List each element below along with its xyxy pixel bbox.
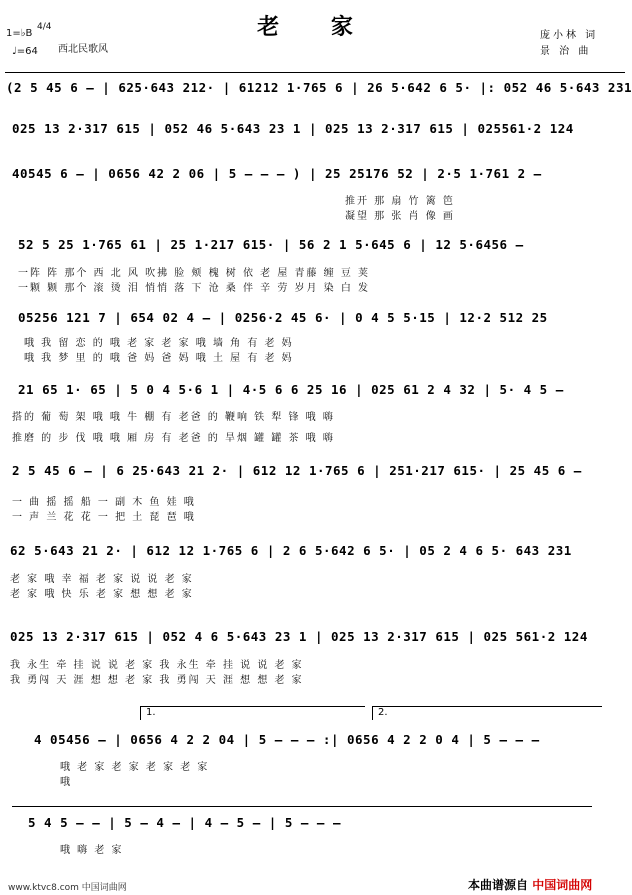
lyric-row-7-verse-2: 一 声 兰 花 花 一 把 土 琵 琶 哦 <box>12 512 196 523</box>
lyric-row-10-verse-2: 哦 <box>60 777 72 788</box>
notation-row-8: 62 5·643 21 2· | 612 12 1·765 6 | 2 6 5·642 6 5· | 05 2 4 6 5· 643 231 <box>10 543 572 558</box>
notation-row-1: (2 5 45 6 — | 625·643 212· | 61212 1·765 6 | 26 5·642 6 5· |: 052 46 5·643 231 <box>6 80 632 95</box>
first-ending-bracket-left <box>140 706 141 720</box>
notation-row-7: 2 5 45 6 — | 6 25·643 21 2· | 612 12 1·765 6 | 251·217 615· | 25 45 6 — <box>12 463 582 478</box>
staff-top-line <box>5 72 625 73</box>
lyric-row-4-verse-2: 一颗 颗 那个 滚 烫 泪 悄悄 落 下 沧 桑 伴 辛 劳 岁月 染 白 发 <box>18 283 371 294</box>
page-title: 老 家 <box>257 14 375 40</box>
coda-top-line <box>12 806 592 807</box>
notation-row-6: 21 65 1· 65 | 5 0 4 5·6 1 | 4·5 6 6 25 16 | 025 61 2 4 32 | 5· 4 5 — <box>18 382 564 397</box>
footer-source-label <box>468 876 592 893</box>
notation-row-4: 52 5 25 1·765 61 | 25 1·217 615· | 56 2 1 5·645 6 | 12 5·6456 — <box>18 237 524 252</box>
key-signature: 1=♭B <box>6 28 33 39</box>
notation-row-5: 05256 121 7 | 654 02 4 — | 0256·2 45 6· | 0 4 5 5·15 | 12·2 512 25 <box>18 310 548 325</box>
lyric-row-6-verse-2: 推磨 的 步 伐 哦 哦 厢 房 有 老爸 的 旱烟 罐 罐 茶 哦 嗨 <box>12 433 335 444</box>
first-ending-label: 1. <box>146 707 156 718</box>
lyric-row-9-verse-2: 我 勇闯 天 涯 想 想 老 家 我 勇闯 天 涯 想 想 老 家 <box>10 675 304 686</box>
notation-row-3: 40545 6 — | 0656 42 2 06 | 5 — — — ) | 25 25176 52 | 2·5 1·761 2 — <box>12 166 542 181</box>
notation-row-10: 4 05456 — | 0656 4 2 2 04 | 5 — — — :| 0656 4 2 2 0 4 | 5 — — — <box>34 732 540 747</box>
lyric-row-4-verse-1: 一阵 阵 那个 西 北 风 吹拂 脸 颊 槐 树 依 老 屋 青藤 缠 豆 荚 <box>18 268 371 279</box>
lyric-row-7-verse-1: 一 曲 摇 摇 船 一 副 木 鱼 娃 哦 <box>12 497 196 508</box>
lyricist-credit: 庞小林 词 <box>540 30 599 41</box>
lyric-row-5-verse-1: 哦 我 留 恋 的 哦 老 家 老 家 哦 墙 角 有 老 妈 <box>24 338 294 349</box>
time-signature: 4/4 <box>37 22 52 32</box>
first-ending-bracket <box>140 706 365 707</box>
lyric-row-10-verse-1: 哦 老 家 老 家 老 家 老 家 <box>60 762 210 773</box>
footer-site-name: 中国词曲网 <box>532 878 593 892</box>
second-ending-label: 2. <box>378 707 388 718</box>
style-marking: 西北民歌风 <box>58 44 108 55</box>
lyric-row-3-verse-2: 凝望 那 张 肖 像 画 <box>345 211 455 222</box>
composer-credit: 景 治 曲 <box>540 46 592 57</box>
lyric-row-3-verse-1: 推开 那 扇 竹 篱 笆 <box>345 196 455 207</box>
lyric-row-8-verse-2: 老 家 哦 快 乐 老 家 想 想 老 家 <box>10 589 194 600</box>
notation-row-2: 025 13 2·317 615 | 052 46 5·643 23 1 | 025 13 2·317 615 | 025561·2 124 <box>12 121 574 136</box>
footer-source-url: www.ktvc8.com 中国词曲网 <box>8 883 127 893</box>
footer-source-text: 本曲谱源自 <box>468 878 529 892</box>
tempo-marking: ♩=64 <box>12 46 38 57</box>
second-ending-bracket-left <box>372 706 373 720</box>
notation-row-11: 5 4 5 — — | 5 — 4 — | 4 — 5 — | 5 — — — <box>28 815 341 830</box>
lyric-row-11-verse-1: 哦 嗨 老 家 <box>60 845 124 856</box>
lyric-row-9-verse-1: 我 永生 牵 挂 说 说 老 家 我 永生 牵 挂 说 说 老 家 <box>10 660 304 671</box>
lyric-row-5-verse-2: 哦 我 梦 里 的 哦 爸 妈 爸 妈 哦 土 屋 有 老 妈 <box>24 353 294 364</box>
notation-row-9: 025 13 2·317 615 | 052 4 6 5·643 23 1 | 025 13 2·317 615 | 025 561·2 124 <box>10 629 588 644</box>
second-ending-bracket <box>372 706 602 707</box>
lyric-row-8-verse-1: 老 家 哦 幸 福 老 家 说 说 老 家 <box>10 574 194 585</box>
lyric-row-6-verse-1: 搭的 葡 萄 架 哦 哦 牛 棚 有 老爸 的 鞭响 铁 犁 锋 哦 嗨 <box>12 412 335 423</box>
